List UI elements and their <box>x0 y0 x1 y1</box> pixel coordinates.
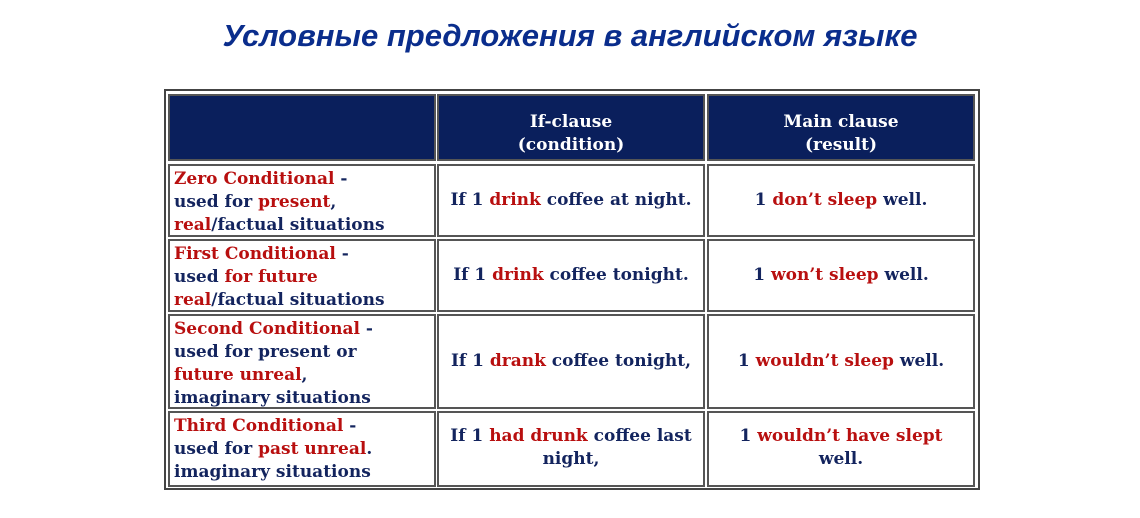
text-segment: night, <box>542 449 600 469</box>
text-segment: well. <box>878 265 929 285</box>
text-segment: /factual situations <box>211 290 385 310</box>
text-segment: If 1 <box>450 351 490 371</box>
text-segment: coffee last <box>587 426 692 446</box>
text-segment: well. <box>877 190 928 210</box>
conditionals-table <box>164 89 980 490</box>
text-segment: drank <box>489 351 546 371</box>
text-segment: imaginary situations <box>174 388 371 408</box>
text-segment: If 1 <box>450 426 490 446</box>
text-segment: 1 <box>737 351 756 371</box>
text-segment: If 1 <box>453 265 493 285</box>
text-segment: imaginary situations <box>174 462 371 482</box>
header-empty-cell <box>168 94 436 161</box>
text-segment: - <box>335 244 349 264</box>
text-segment: wouldn’t have slept <box>757 426 943 446</box>
row-zero-name: Zero Conditional <box>174 169 335 189</box>
text-segment: . <box>366 439 373 459</box>
text-segment: present <box>258 192 331 212</box>
text-segment: , <box>301 365 308 385</box>
text-segment: well. <box>893 351 945 371</box>
text-segment: past unreal <box>258 439 367 459</box>
page-title: Условные предложения в английском языке <box>222 18 918 53</box>
text-segment: drink <box>492 265 544 285</box>
header-if-clause-line2: (condition) <box>517 135 625 155</box>
text-segment: well. <box>818 449 864 469</box>
row-third-main-clause <box>707 411 975 487</box>
text-segment: coffee tonight, <box>545 351 692 371</box>
row-first-type <box>168 239 436 312</box>
text-segment: 1 <box>753 265 771 285</box>
text-segment: used for <box>174 439 259 459</box>
text-segment: If 1 <box>450 190 490 210</box>
text-segment: used for present or <box>174 342 357 362</box>
text-segment: coffee at night. <box>540 190 692 210</box>
header-if-clause <box>437 94 705 161</box>
text-segment: for future <box>224 267 318 287</box>
row-second-if-clause <box>437 314 705 409</box>
row-third-if-clause <box>437 411 705 487</box>
row-zero-if-clause <box>437 164 705 237</box>
row-first-if-clause <box>437 239 705 312</box>
row-zero-main-clause <box>707 164 975 237</box>
header-main-clause-line2: (result) <box>804 135 878 155</box>
row-second-type <box>168 314 436 409</box>
text-segment: - <box>343 416 357 436</box>
header-main-clause <box>707 94 975 161</box>
row-second-main-clause <box>707 314 975 409</box>
row-first-main-clause <box>707 239 975 312</box>
text-segment: had drunk <box>489 426 588 446</box>
text-segment: - <box>360 319 373 339</box>
row-zero-type <box>168 164 436 237</box>
text-segment: 1 <box>754 190 773 210</box>
header-main-clause-line1: Main clause <box>783 112 899 132</box>
row-second-name: Second Conditional <box>174 319 361 339</box>
text-segment: - <box>334 169 348 189</box>
text-segment: used for <box>174 192 259 212</box>
text-segment: 1 <box>739 426 758 446</box>
text-segment: real <box>174 290 212 310</box>
text-segment: real <box>174 215 212 235</box>
header-if-clause-line1: If-clause <box>529 112 613 132</box>
row-first-name: First Conditional <box>174 244 336 264</box>
text-segment: coffee tonight. <box>543 265 689 285</box>
text-segment: drink <box>489 190 541 210</box>
text-segment: /factual situations <box>211 215 385 235</box>
text-segment: used <box>174 267 225 287</box>
text-segment: future unreal <box>174 365 302 385</box>
row-third-name: Third Conditional <box>174 416 344 436</box>
text-segment: , <box>330 192 337 212</box>
text-segment: won’t sleep <box>770 265 879 285</box>
text-segment: wouldn’t sleep <box>755 351 894 371</box>
text-segment: don’t sleep <box>772 190 878 210</box>
row-third-type <box>168 411 436 487</box>
